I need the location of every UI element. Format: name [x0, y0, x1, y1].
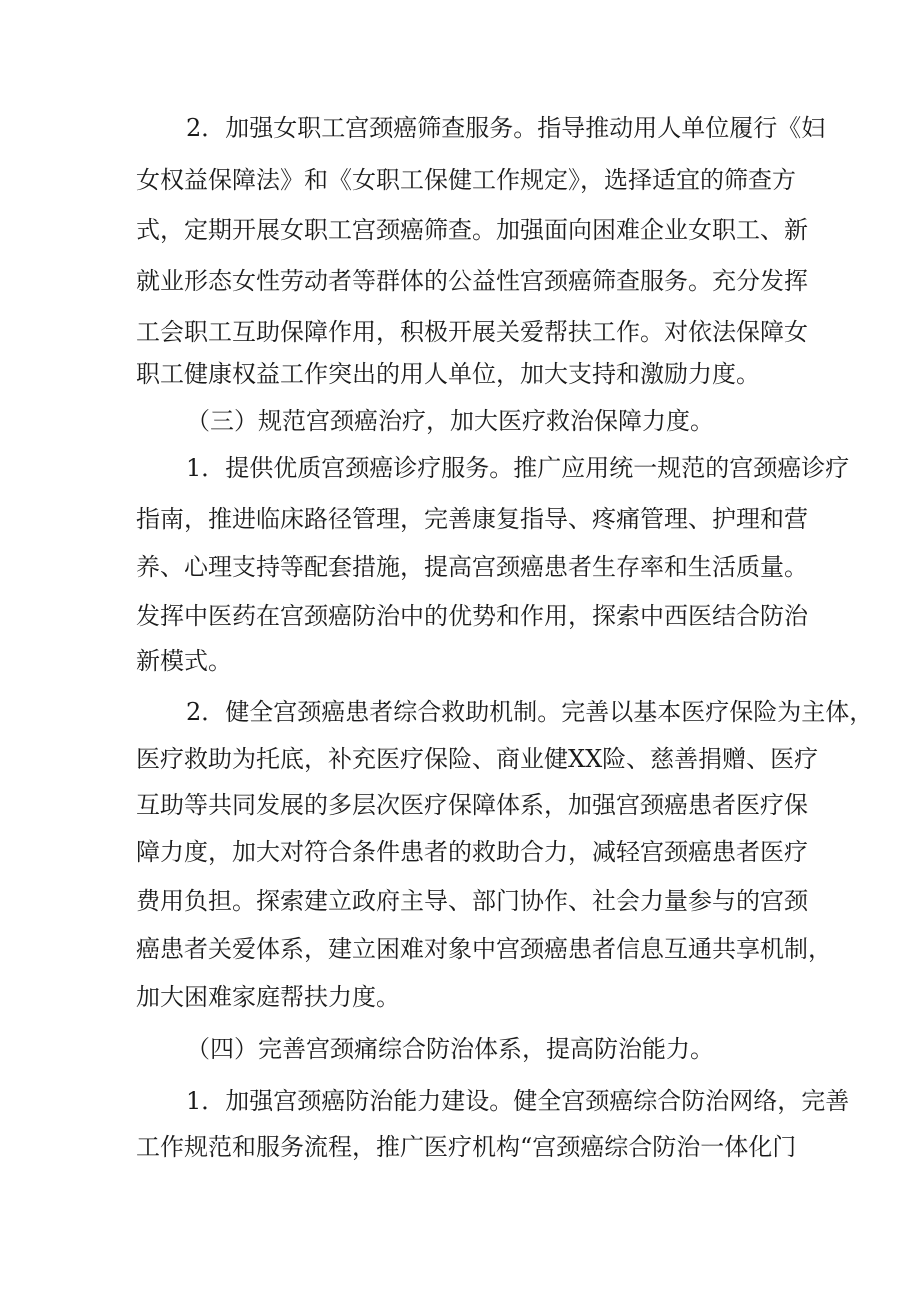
paragraph-2-line-4: 发挥中医药在宫颈癌防治中的优势和作用，探索中西医结合防治: [136, 602, 808, 630]
paragraph-3-line-5: 费用负担。探索建立政府主导、部门协作、社会力量参与的宫颈: [136, 887, 808, 915]
paragraph-4-line-2: 工作规范和服务流程，推广医疗机构“宫颈癌综合防治一体化门: [136, 1133, 797, 1161]
paragraph-1-line-6: 职工健康权益工作突出的用人单位，加大支持和激励力度。: [136, 360, 760, 388]
paragraph-1-line-5: 工会职工互助保障作用，积极开展关爱帮扶工作。对依法保障女: [136, 318, 808, 346]
paragraph-1-line-4: 就业形态女性劳动者等群体的公益性宫颈癌筛查服务。充分发挥: [136, 267, 808, 295]
paragraph-1-line-3: 式，定期开展女职工宫颈癌筛查。加强面向困难企业女职工、新: [136, 216, 808, 244]
paragraph-2-line-2: 指南，推进临床路径管理，完善康复指导、疼痛管理、护理和营: [136, 505, 808, 533]
paragraph-3-line-6: 癌患者关爱体系，建立困难对象中宫颈癌患者信息互通共享机制，: [136, 935, 832, 963]
section-heading-4: （四）完善宫颈痛综合防治体系，提高防治能力。: [186, 1035, 714, 1063]
paragraph-4-line-1: 1．加强宫颈癌防治能力建设。健全宫颈癌综合防治网络，完善: [186, 1087, 850, 1115]
paragraph-1-line-1: 2．加强女职工宫颈癌筛查服务。指导推动用人单位履行《妇: [186, 114, 826, 142]
paragraph-2-line-5: 新模式。: [136, 647, 232, 675]
paragraph-3-line-3: 互助等共同发展的多层次医疗保障体系，加强宫颈癌患者医疗保: [136, 791, 808, 819]
paragraph-3-line-1: 2．健全宫颈癌患者综合救助机制。完善以基本医疗保险为主体，: [186, 698, 874, 726]
paragraph-3-line-4: 障力度，加大对符合条件患者的救助合力，减轻宫颈癌患者医疗: [136, 838, 808, 866]
section-heading-3: （三）规范宫颈癌治疗，加大医疗救治保障力度。: [186, 407, 714, 435]
paragraph-3-line-2: 医疗救助为托底，补充医疗保险、商业健XX险、慈善捐赠、医疗: [136, 745, 819, 773]
paragraph-3-line-7: 加大困难家庭帮扶力度。: [136, 983, 400, 1011]
paragraph-2-line-1: 1．提供优质宫颈癌诊疗服务。推广应用统一规范的宫颈癌诊疗: [186, 454, 850, 482]
paragraph-1-line-2: 女权益保障法》和《女职工保健工作规定》，选择适宜的筛查方: [136, 166, 796, 194]
paragraph-2-line-3: 养、心理支持等配套措施，提高宫颈癌患者生存率和生活质量。: [136, 553, 808, 581]
